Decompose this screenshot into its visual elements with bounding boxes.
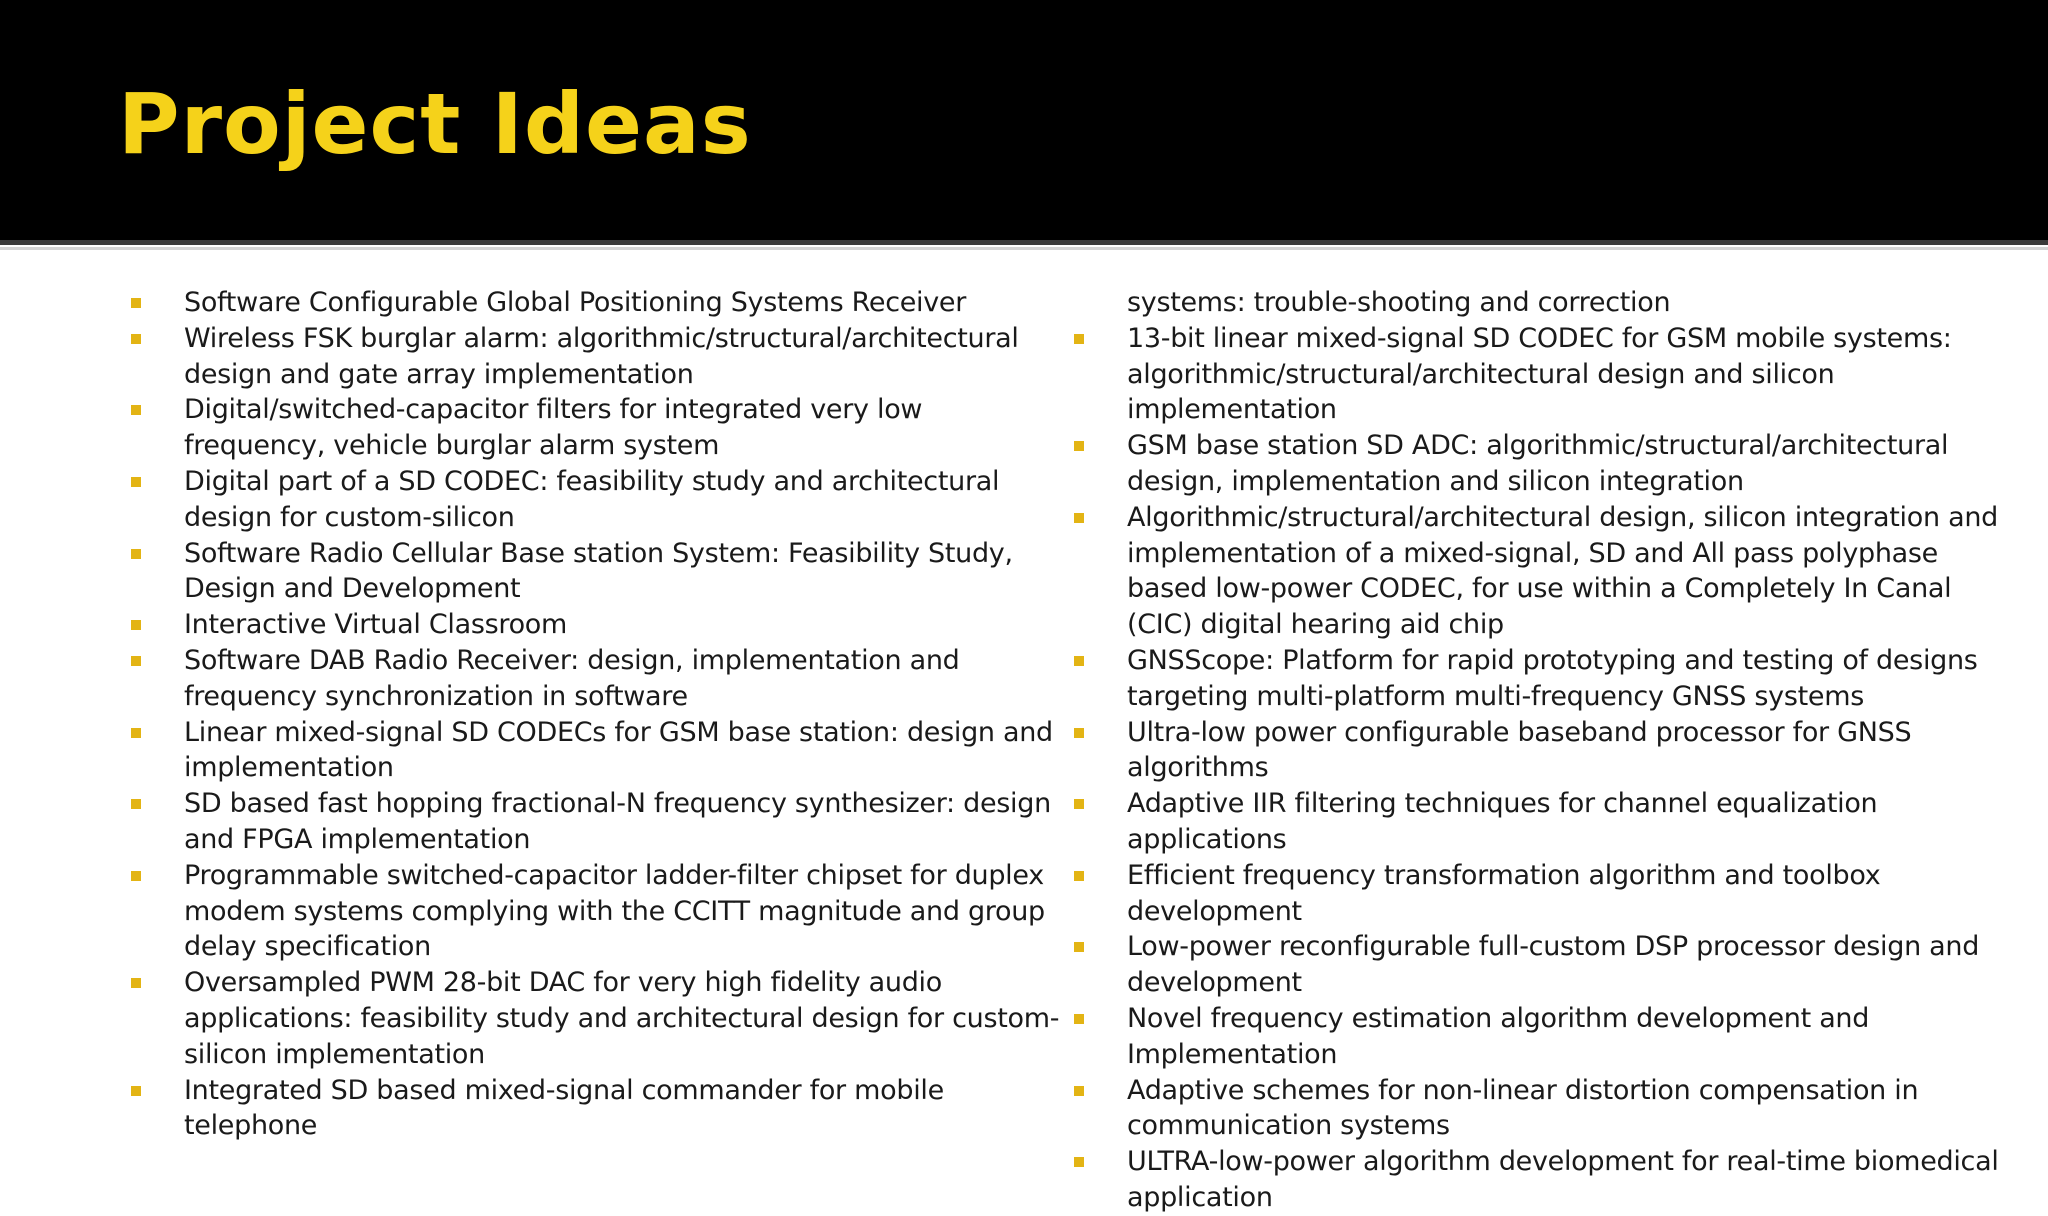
title-bar [0,0,2048,240]
bullet-icon [1074,334,1084,344]
list-item [130,643,1070,715]
list-item-text: Ultra-low power configurable baseband processor for GNSS algorithms [1127,716,1912,784]
list-item [1073,428,2003,500]
list-item [1073,858,2003,930]
left-bullet-list [130,285,1070,1144]
list-item-text: Software Configurable Global Positioning Systems Receiver [184,287,967,318]
bullet-icon [1074,1086,1084,1096]
list-item [130,392,1070,464]
bullet-icon [131,799,141,809]
list-item [130,285,1070,321]
bullet-icon [1074,513,1084,523]
bullet-icon [131,871,141,881]
list-item [1073,500,2003,643]
list-item-continuation [1073,285,2003,321]
list-item-text: Oversampled PWM 28-bit DAC for very high fidelity audio applications: feasibility study and architectural design for custom-silicon implementation [184,967,1060,1070]
list-item-text: Wireless FSK burglar alarm: algorithmic/structural/architectural design and gate array implementation [184,322,1019,390]
list-item [130,536,1070,608]
bullet-icon [131,620,141,630]
list-item [130,715,1070,787]
slide-title: Project Ideas [118,75,752,173]
divider-light [0,247,2048,250]
list-item [1073,643,2003,715]
list-item-text: GNSScope: Platform for rapid prototyping and testing of designs targeting multi-platform multi-frequency GNSS systems [1127,644,1978,712]
list-item-text: 13-bit linear mixed-signal SD CODEC for GSM mobile systems: algorithmic/structural/architectural design and silicon implementation [1127,322,1952,426]
list-item-text: Adaptive IIR filtering techniques for channel equalization applications [1127,788,1878,855]
bullet-icon [131,1086,141,1096]
bullet-icon [1074,942,1084,952]
list-item-text: Linear mixed-signal SD CODECs for GSM base station: design and implementation [184,716,1053,784]
list-item [1073,1144,2003,1216]
bullet-icon [1074,799,1084,809]
bullet-icon [1074,728,1084,738]
bullet-icon [1074,1157,1084,1167]
bullet-icon [1074,656,1084,666]
list-item-text: Software DAB Radio Receiver: design, implementation and frequency synchronization in software [184,644,960,712]
list-item-text: Low-power reconfigurable full-custom DSP processor design and development [1127,931,1980,999]
list-item [130,858,1070,965]
bullet-icon [131,728,141,738]
list-item-text: Efficient frequency transformation algorithm and toolbox development [1127,859,1881,927]
list-item-text: GSM base station SD ADC: algorithmic/structural/architectural design, implementation and silicon integration [1127,430,1949,497]
list-item [1073,1073,2003,1145]
list-item [1073,715,2003,787]
list-item-text: Novel frequency estimation algorithm development and Implementation [1127,1002,1870,1070]
list-item-text: Programmable switched-capacitor ladder-filter chipset for duplex modem systems complying with the CCITT magnitude and group delay specification [184,859,1045,963]
bullet-icon [1074,871,1084,881]
list-item-text: Software Radio Cellular Base station System: Feasibility Study, Design and Development [184,537,1013,605]
list-item-text: systems: trouble-shooting and correction [1127,287,1671,318]
bullet-icon [131,549,141,559]
divider-dark [0,240,2048,245]
list-item-text: Integrated SD based mixed-signal commander for mobile telephone [184,1074,944,1142]
bullet-icon [1074,1014,1084,1024]
list-item [130,965,1070,1072]
list-item [130,607,1070,643]
bullet-icon [131,298,141,308]
bullet-icon [131,477,141,487]
list-item [1073,321,2003,428]
list-item-text: ULTRA-low-power algorithm development for real-time biomedical application [1127,1146,1999,1213]
list-item [1073,786,2003,858]
list-item-text: Adaptive schemes for non-linear distortion compensation in communication systems [1127,1074,1919,1142]
list-item [130,1073,1070,1145]
list-item-text: Digital part of a SD CODEC: feasibility study and architectural design for custom-silicon [184,465,1000,533]
list-item-text: SD based fast hopping fractional-N frequency synthesizer: design and FPGA implementation [184,788,1051,855]
bullet-icon [131,656,141,666]
bullet-icon [131,334,141,344]
right-bullet-list [1073,285,2003,1216]
list-item [1073,929,2003,1001]
bullet-icon [131,978,141,988]
list-item [130,786,1070,858]
list-item [130,321,1070,393]
list-item-text: Digital/switched-capacitor filters for integrated very low frequency, vehicle burglar alarm system [184,394,923,462]
list-item-text: Algorithmic/structural/architectural design, silicon integration and implementation of a mixed-signal, SD and All pass polyphase based low-power CODEC, for use within a Completely In Canal (CIC) digital hearing aid chip [1127,501,1998,641]
bullet-icon [1074,441,1084,451]
list-item [130,464,1070,536]
list-item-text: Interactive Virtual Classroom [184,609,568,641]
list-item [1073,1001,2003,1073]
bullet-icon [131,405,141,415]
